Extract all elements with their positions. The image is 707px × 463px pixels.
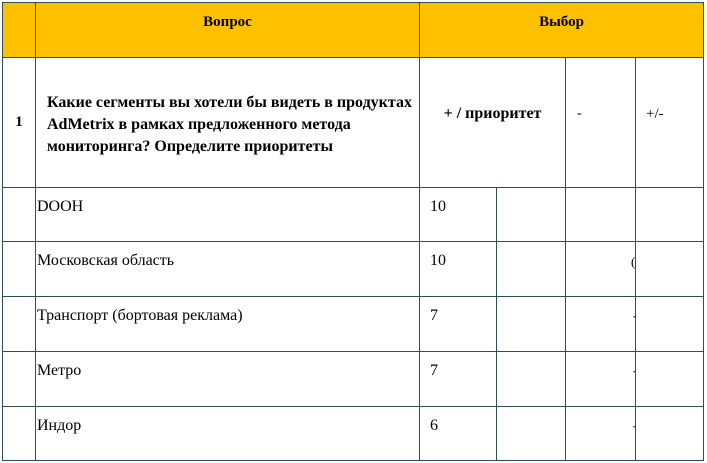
- table-border-bottom: [2, 460, 704, 461]
- priority-value: 7: [430, 362, 438, 379]
- segment-label: Транспорт (бортовая реклама): [37, 307, 243, 324]
- question-number: 1: [15, 114, 23, 130]
- header-choice: Выбор: [539, 13, 584, 30]
- option-minus: -: [577, 106, 582, 121]
- priority-value: 10: [430, 198, 446, 215]
- option-plus-minus: +/-: [646, 105, 664, 122]
- column-divider-number: [35, 2, 36, 461]
- priority-value: 7: [430, 307, 438, 324]
- segment-label: Индор: [37, 417, 82, 434]
- column-divider-plus: [565, 57, 566, 461]
- segment-label: Метро: [37, 362, 82, 379]
- clipped-mark: ·: [632, 364, 637, 379]
- segment-label: Московская область: [37, 252, 175, 269]
- header-question: Вопрос: [203, 13, 252, 30]
- clipped-mark: (: [631, 254, 636, 269]
- option-plus-priority: + / приоритет: [443, 105, 542, 122]
- clipped-mark: ·: [632, 309, 637, 324]
- clipped-mark: ·: [632, 419, 637, 434]
- priority-value: 6: [430, 417, 438, 434]
- column-divider-priority: [496, 187, 497, 461]
- segment-label: DOOH: [37, 198, 84, 215]
- priority-value: 10: [430, 252, 446, 269]
- table-border-right: [703, 2, 704, 461]
- question-text: Какие сегменты вы хотели бы видеть в продуктах AdMetrix в рамках предложенного метода мониторинга? Определите приоритеты: [47, 93, 412, 155]
